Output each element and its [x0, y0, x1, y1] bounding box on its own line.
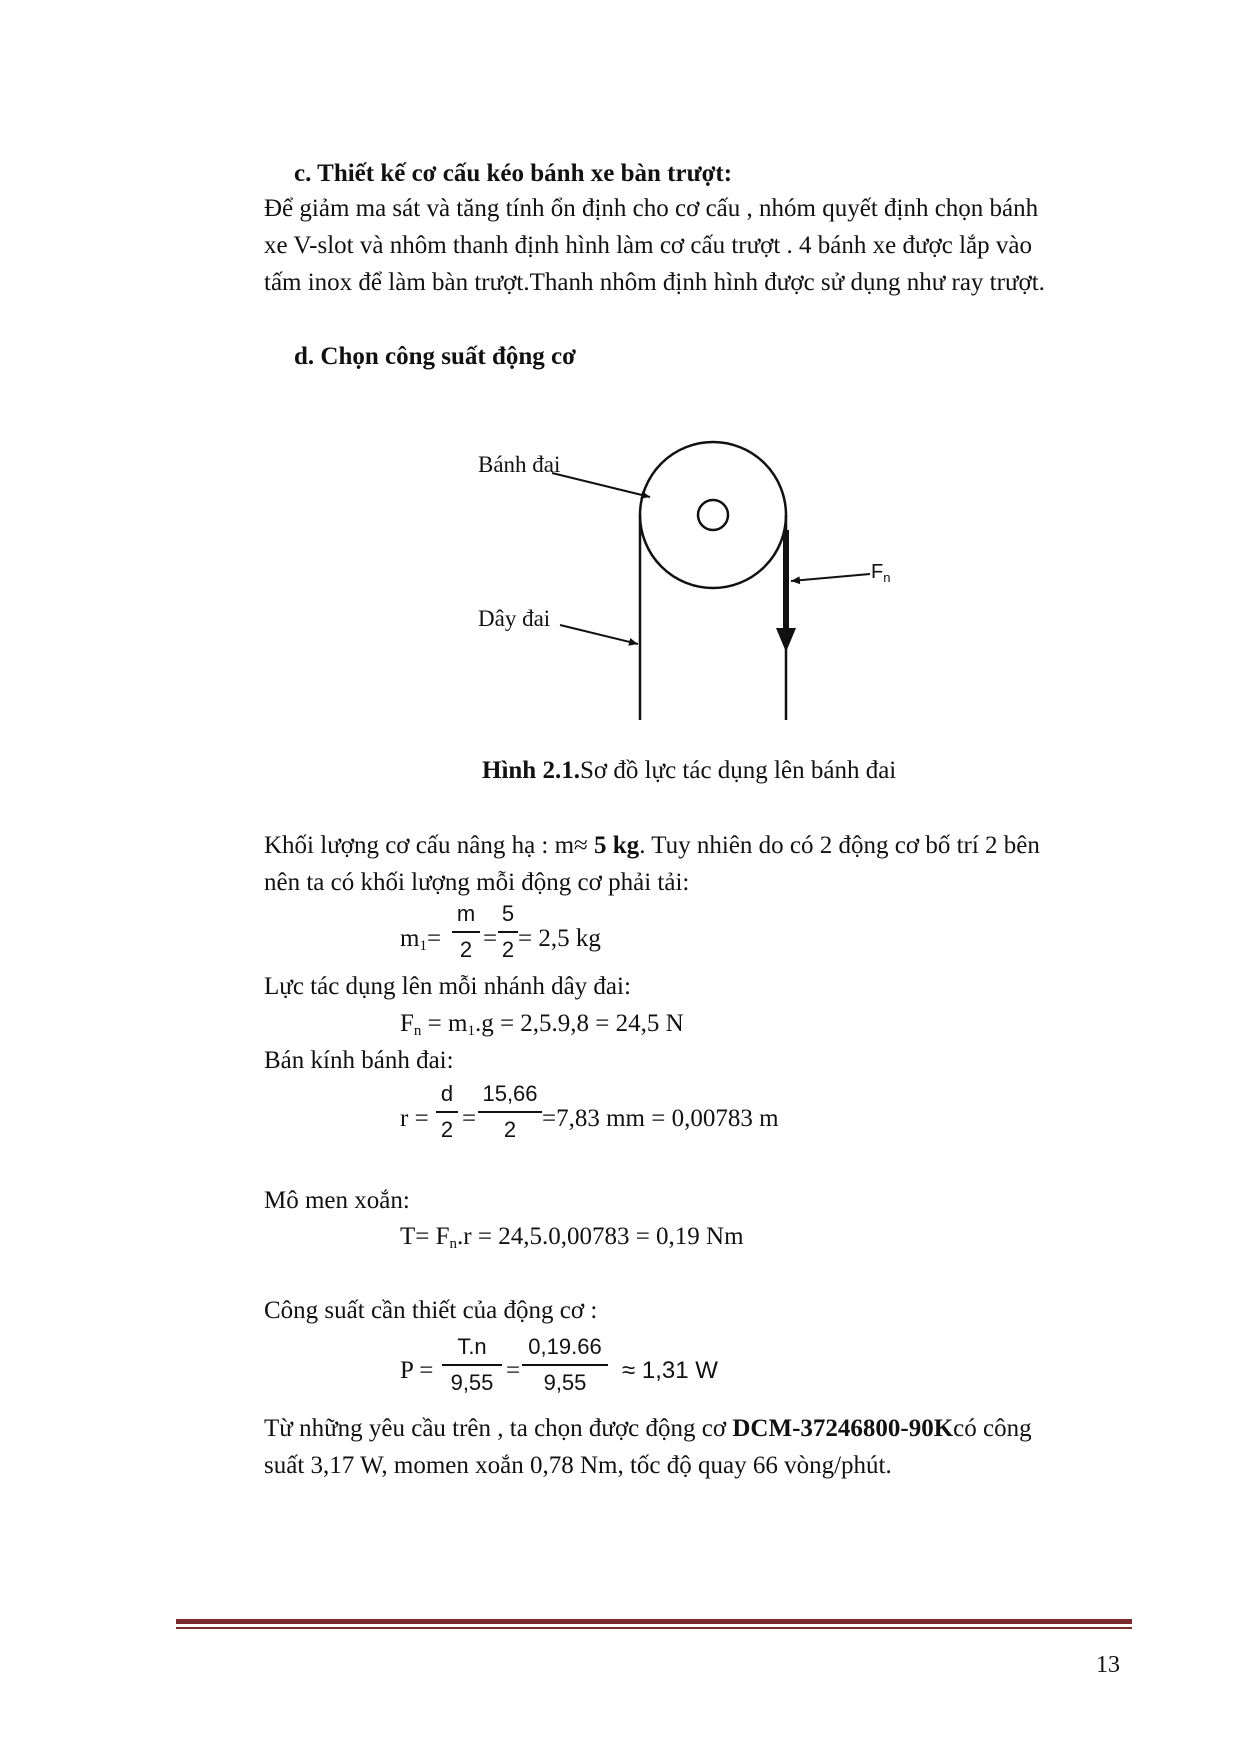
- m1-result: = 2,5 kg: [518, 925, 601, 952]
- section-c-line-1: Để giảm ma sát và tăng tính ổn định cho cơ cấu , nhóm quyết định chọn bánh: [264, 195, 1039, 222]
- belt-label-leader: [560, 625, 638, 644]
- mass-line-2: nên ta có khối lượng mỗi động cơ phải tải:: [264, 869, 690, 896]
- radius-eq: =: [462, 1105, 477, 1132]
- force-title: Lực tác dụng lên mỗi nhánh dây đai:: [264, 973, 631, 1000]
- label-belt: Dây đai: [478, 606, 551, 631]
- radius-fraction-1: d 2: [436, 1077, 458, 1147]
- conclusion-line-1: Từ những yêu cầu trên , ta chọn được động cơ DCM-37246800-90Kcó công: [264, 1415, 1032, 1442]
- m1-lhs: $m_1=$: [400, 925, 442, 954]
- power-title: Công suất cần thiết của động cơ :: [264, 1297, 598, 1324]
- force-arrow-head: [776, 628, 796, 652]
- power-eq: =: [506, 1357, 521, 1384]
- m1-eq-2: =: [483, 925, 498, 952]
- pulley-hub: [698, 500, 728, 530]
- power-fraction-2: 0,19.66 9,55: [522, 1330, 608, 1400]
- torque-title: Mô men xoắn:: [264, 1187, 410, 1214]
- power-fraction-1: T.n 9,55: [442, 1330, 502, 1400]
- m1-fraction-1: m 2: [452, 897, 480, 967]
- label-force: $F_n$: [871, 561, 891, 585]
- radius-fraction-2: 15,66 2: [478, 1077, 542, 1147]
- section-c-heading: c. Thiết kế cơ cấu kéo bánh xe bàn trượt:: [294, 160, 733, 187]
- power-lhs: P =: [400, 1357, 434, 1384]
- force-equation: $F_n = m_1.g = 2,5.9,8 = 24,5$ N: [400, 1010, 684, 1039]
- conclusion-line-2: suất 3,17 W, momen xoắn 0,78 Nm, tốc độ quay 66 vòng/phút.: [264, 1452, 892, 1479]
- section-c-line-3: tấm inox để làm bàn trượt.Thanh nhôm định hình được sử dụng như ray trượt.: [264, 269, 1045, 296]
- mass-line-1: Khối lượng cơ cấu nâng hạ : m≈ 5 kg. Tuy nhiên do có 2 động cơ bố trí 2 bên: [264, 832, 1040, 859]
- pulley-label-leader: [552, 473, 650, 497]
- force-label-leader: [791, 574, 870, 581]
- radius-title: Bán kính bánh đai:: [264, 1047, 454, 1074]
- radius-result: =7,83 mm = 0,00783 m: [542, 1105, 779, 1132]
- section-c-line-2: xe V-slot và nhôm thanh định hình làm cơ cấu trượt . 4 bánh xe được lắp vào: [264, 232, 1033, 259]
- section-d-heading: d. Chọn công suất động cơ: [294, 343, 576, 370]
- page-number: 13: [1096, 1652, 1120, 1678]
- footer-rule-thick: [176, 1619, 1132, 1624]
- figure-caption: Hình 2.1.Sơ đồ lực tác dụng lên bánh đai: [482, 757, 897, 784]
- torque-equation: $T= F_n.r = 24,5.0,00783 = 0,19$ Nm: [400, 1223, 744, 1252]
- footer-rule-thin: [176, 1627, 1132, 1629]
- pulley-wheel: [640, 442, 786, 588]
- radius-lhs: r =: [400, 1105, 429, 1132]
- power-result: ≈ 1,31 W: [622, 1357, 718, 1384]
- m1-fraction-2: 5 2: [498, 897, 518, 967]
- label-pulley: Bánh đai: [478, 452, 561, 477]
